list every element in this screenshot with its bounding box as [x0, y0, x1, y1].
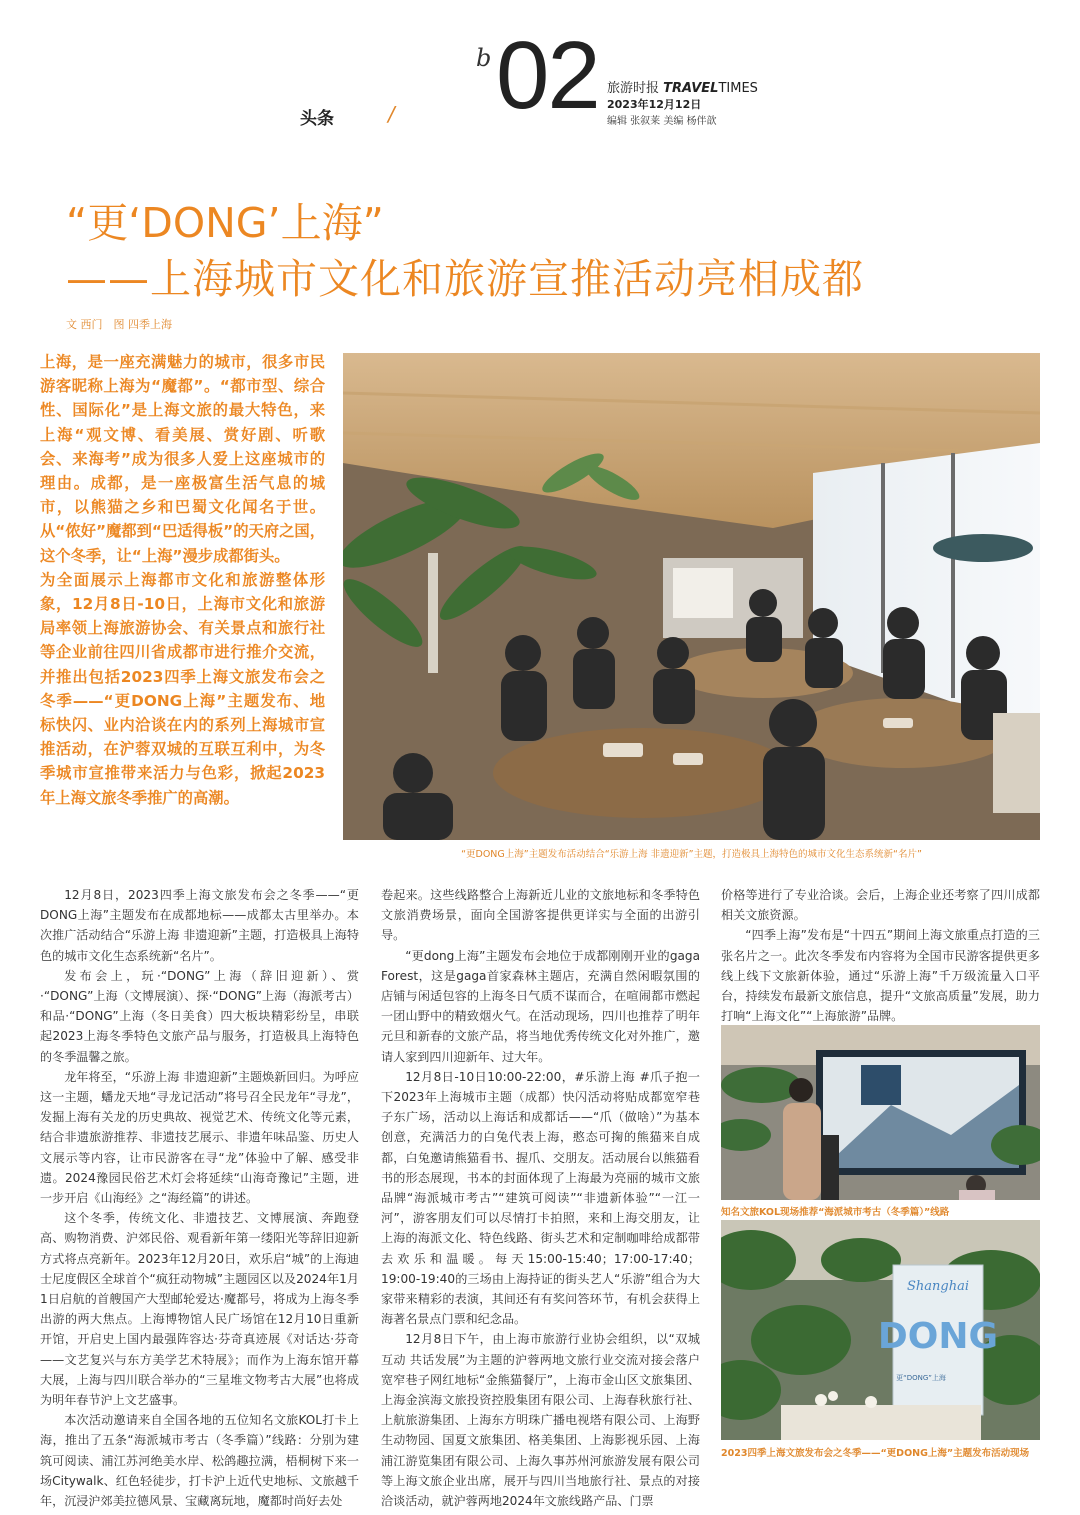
paper-name [607, 77, 758, 96]
paper-date: 2023年12月12日 [607, 98, 702, 111]
lead-paragraphs [40, 350, 325, 810]
poster-script-text: Shanghai [906, 1279, 970, 1294]
body-paragraph: 价格等进行了专业洽谈。会后，上海企业还考察了四川成都相关文旅资源。 [721, 888, 1040, 923]
byline: 文 西门 图 四季上海 [66, 318, 172, 331]
poster-big-text: DONG [877, 1316, 999, 1357]
section-label: 头条 [300, 109, 334, 129]
paper-name-cn: 旅游时报 [607, 81, 660, 96]
body-paragraph: 发布会上，玩·“DONG”上海（辞旧迎新）、赏·“DONG”上海（文博展演）、探·“DONG”上海（海派考古）和品·“DONG”上海（冬日美食）四大板块精彩纷呈，串联起2023上海冬季特色文旅产品与服务，打造极具上海特色的冬季温馨之旅。 [40, 968, 359, 1064]
body-column-3 [721, 885, 1040, 1026]
side-photo-venue-caption: 2023四季上海文旅发布会之冬季——“更DONG上海”主题发布活动现场 [721, 1448, 1030, 1459]
body-paragraph: 龙年将至，“乐游上海 非遗迎新”主题焕新回归。为呼应这一主题，蟠龙天地“寻龙记活动”将号召全民龙年“寻龙”，发掘上海有关龙的历史典故、视觉艺术、传统文化等元素，结合非遗旅游推荐、非遗技艺展示、非遗年味品鉴、历史人文展示等内容，让市民游客在寻“龙”体验中了解、感受非遗。2024豫园民俗艺术灯会将延续“山海奇豫记”主题，进一步开启《山海经》之“海经篇”的讲述。 [40, 1069, 359, 1206]
body-paragraph: “更dong上海”主题发布会地位于成都刚刚开业的gaga Forest，这是gaga首家森林主题店，充满自然闲暇氛围的店铺与闲适包容的上海冬日气质不谋而合，在喧闹都市燃起一团山野中的精致烟火气。在活动现场，四川也推荐了明年元旦和新春的文旅产品，将当地优秀传统文化对外推广，邀请人家到四川迎新年、过大年。 [381, 948, 700, 1064]
body-paragraph: 本次活动邀请来自全国各地的五位知名文旅KOL打卡上海，推出了五条“海派城市考古（冬季篇）”线路：分别为建筑可阅读、浦江苏河绝美水岸、松鸽趣拉满，梧桐树下来一场Citywalk、红色轻徒步，打卡沪上近代史地标、文旅越千年，沉浸沪郊美拉德风景、宝藏离玩地，魔都时尚好去处 [40, 1413, 359, 1509]
side-photo-venue [721, 1220, 1040, 1440]
paper-name-en-light: TIMES [718, 81, 758, 96]
side-photo-speaker [721, 1025, 1040, 1200]
body-paragraph: “四季上海”发布是“十四五”期间上海文旅重点打造的三张名片之一。此次冬季发布内容将为全国市民游客提供更多线上线下文旅新体验，通过“乐游上海”千万级流量入口平台，持续发布最新文旅信息，提升“文旅高质量”发展，助力打响“上海文化”“上海旅游”品牌。 [721, 928, 1040, 1024]
poster-sub-text: 更“DONG”上海 [896, 1374, 946, 1382]
body-paragraph: 12月8日，2023四季上海文旅发布会之冬季——“更DONG上海”主题发布在成都地标——成都太古里举办。本次推广活动结合“乐游上海 非遗迎新”主题，打造极具上海特色的城市文化生态系统新“名片”。 [40, 888, 359, 963]
body-paragraph: 12月8日下午，由上海市旅游行业协会组织，以“双城互动 共话发展”为主题的沪蓉两地文旅行业交流对接会落户宽窄巷子网红地标“金熊猫餐厅”，上海市金山区文旅集团、上海金滨海文旅投资控股集团有限公司、上海春秋旅行社、上航旅游集团、上海东方明珠广播电视塔有限公司、上海野生动物园、国夏文旅集团、格美集团、上海影视乐园、上海浦江游览集团有限公司、上海久事苏州河旅游发展有限公司等上海文旅企业出席，展开与四川当地旅行社、景点的对接洽谈活动，就沪蓉两地2024年文旅线路产品、门票 [381, 1332, 700, 1509]
paper-editor: 编辑 张叙莱 美编 杨伴歆 [607, 116, 717, 127]
lead-paragraph: 上海，是一座充满魅力的城市，很多市民游客昵称上海为“魔都”。“都市型、综合性、国际化”是上海文旅的最大特色，来上海“观文博、看美展、赏好剧、听歌会、来海考”成为很多人爱上这座城市的理由。成都，是一座极富生活气息的城市，以熊猫之乡和巴蜀文化闻名于世。从“侬好”魔都到“巴适得板”的天府之国，这个冬季，让“上海”漫步成都街头。 [40, 353, 325, 565]
headline-line2: ——上海城市文化和旅游宣推活动亮相成都 [66, 255, 864, 303]
lead-paragraph: 为全面展示上海都市文化和旅游整体形象，12月8日-10日，上海市文化和旅游局率领上海旅游协会、有关景点和旅行社等企业前往四川省成都市进行推介交流，并推出包括2023四季上海文旅发布会之冬季——“更DONG上海”主题发布、地标快闪、业内洽谈在内的系列上海城市宣推活动，在沪蓉双城的互联互利中，为冬季城市宣推带来活力与色彩，掀起2023年上海文旅冬季推广的高潮。 [40, 570, 325, 807]
body-column-1 [40, 885, 359, 1511]
section-slash: / [388, 102, 395, 126]
paper-name-en-bold: TRAVEL [663, 81, 719, 96]
body-paragraph: 12月8日-10日10:00-22:00，#乐游上海 #爪子抱一下2023年上海城市主题（成都）快闪活动将贴成都宽窄巷子东广场，活动以上海话和成都话——“爪（做啥）”为基本创意，充满活力的白兔代表上海，憨态可掬的熊猫来自成都，白兔邀请熊猫看书、握爪、交朋友。活动展台以熊猫看书的形态展现，书本的封面体现了上海最为亮丽的城市文旅品牌“海派城市考古”“建筑可阅读”“非遗新体验”“一江一河”，游客朋友们可以尽情打卡拍照，来和上海交朋友，让上海的海派文化、特色线路、街头艺术和定制咖啡给成都带去欢乐和温暖。每天15:00-15:40；17:00-17:40；19:00-19:40的三场由上海持证的街头艺人“乐游”组合为大家带来精彩的表演，其间还有有奖问答环节，有机会获得上海著名景点门票和纪念品。 [381, 1069, 700, 1327]
side-photo-speaker-caption: 知名文旅KOL现场推荐“海派城市考古（冬季篇）”线路 [721, 1207, 950, 1218]
page-number: 02 [496, 22, 599, 129]
body-paragraph: 这个冬季，传统文化、非遗技艺、文博展演、奔跑登高、购物消费、沪郊民俗、观看新年第一缕阳光等辞旧迎新方式将点亮新年。2023年12月20日，欢乐启“城”的上海迪士尼度假区全球首个“疯狂动物城”主题园区以及2024年1月1日启航的首艘国产大型邮轮爱达·魔都号，将成为上海冬季出游的两大焦点。上海博物馆人民广场馆在12月10日重新开馆，开启史上国内最强阵容达·芬奇真迹展《对话达·芬奇——文艺复兴与东方美学艺术特展》；而作为上海东馆开幕大展，上海与四川联合举办的“三星堆文物考古大展”也将成为明年春节沪上文艺盛事。 [40, 1211, 359, 1408]
page-letter: b [476, 44, 492, 72]
headline-line1: “更‘DONG’上海” [66, 199, 384, 247]
body-column-2 [381, 885, 700, 1511]
main-photo [343, 353, 1040, 840]
main-photo-caption: “更DONG上海”主题发布活动结合“乐游上海 非遗迎新”主题，打造极具上海特色的城市文化生态系统新“名片” [461, 849, 922, 860]
body-paragraph: 卷起来。这些线路整合上海新近儿业的文旅地标和冬季特色文旅消费场景，面向全国游客提供更详实与全面的出游引导。 [381, 888, 700, 943]
